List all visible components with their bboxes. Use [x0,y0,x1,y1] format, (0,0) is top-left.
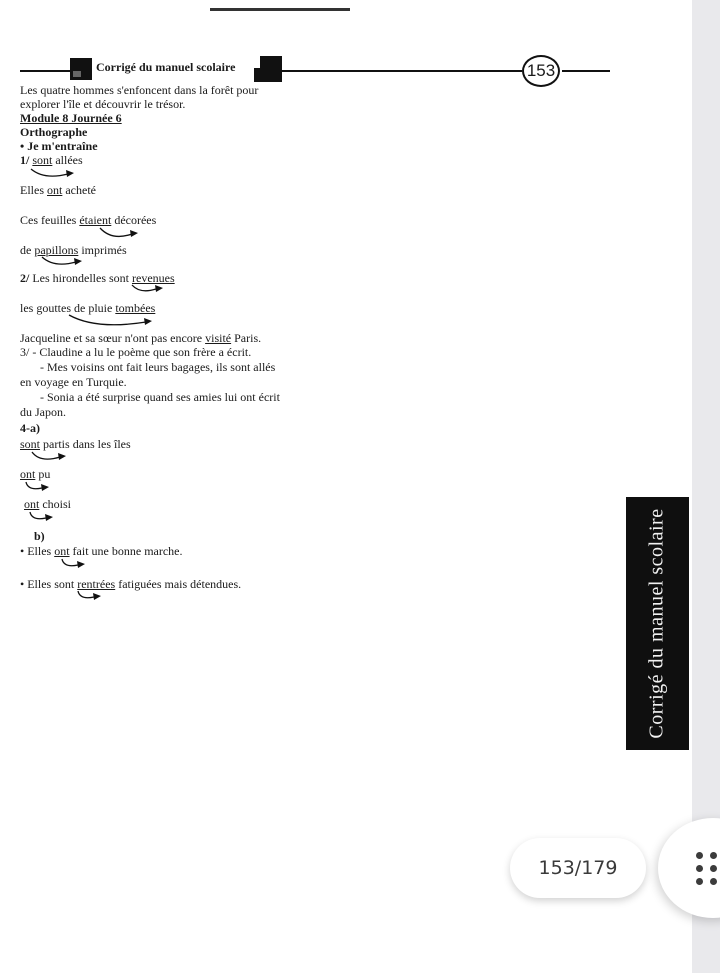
sentence-end: fatiguées mais détendues. [118,577,242,591]
header-rule-left [20,70,70,72]
exercise-4b-line-1 [20,545,183,558]
exercise-1-label: 1/ [20,153,30,167]
verb-auxiliary: ont [24,497,40,511]
exercise-4b-line-2 [20,578,241,591]
intro-line-1: Les quatre hommes s'enfoncent dans la forêt pour [20,83,259,97]
verb-auxiliary: sont [20,437,41,451]
agreement-arrow-icon [66,314,156,328]
exercise-1-line-1 [20,154,83,167]
agreement-arrow-icon [28,511,56,523]
exercise-1-line-2 [20,184,96,197]
sentence-start: les gouttes de pluie [20,301,113,315]
exercise-3-line-2: - Mes voisins ont fait leurs bagages, ils sont allés [40,360,276,374]
agreement-arrow-icon [40,256,86,268]
subsection-heading: • Je m'entraîne [20,139,98,153]
sentence-end: dans les îles [72,437,131,451]
participle: imprimés [81,243,127,257]
side-label-banner [626,497,689,750]
sentence-start: • Elles [20,577,52,591]
sentence-start: Les hirondelles [32,271,106,285]
page-counter[interactable]: 153/179 [510,838,646,898]
exercise-2-line-3 [20,332,261,345]
verb-auxiliary: sont [32,153,53,167]
sentence-start: Jacqueline et sa sœur n'ont pas encore [20,331,203,345]
participle: allées [55,153,83,167]
module-heading: Module 8 Journée 6 [20,111,122,125]
header-rule-right [562,70,610,72]
participle: visité [205,331,232,345]
side-label-text: Corrigé du manuel scolaire [646,508,668,739]
exercise-4-line-3 [24,498,71,511]
page-number-badge: 153 [522,55,560,87]
exercise-3-line-3: en voyage en Turquie. [20,375,127,389]
agreement-arrow-icon [30,451,70,463]
participle: tombées [115,301,156,315]
verb-auxiliary: ont [20,467,36,481]
agreement-arrow-icon [60,558,88,570]
header-mark-right [260,56,282,82]
dots-grid-icon [696,852,720,886]
participle: rentrées [77,577,116,591]
participle: partis [43,437,70,451]
participle: pu [38,467,51,481]
sentence-start: Ces feuilles [20,213,77,227]
exercise-3-line-1: 3/ - Claudine a lu le poème que son frère a écrit. [20,345,252,359]
exercise-3-line-4: - Sonia a été surprise quand ses amies lui ont écrit [40,390,280,404]
exercise-3-line-5: du Japon. [20,405,66,419]
exercise-1-line-3 [20,214,156,227]
participle: acheté [65,183,96,197]
agreement-arrow-icon [76,590,104,602]
sentence-end: une bonne marche. [91,544,183,558]
intro-line-2: explorer l'île et découvrir le trésor. [20,97,186,111]
agreement-arrow-icon [98,227,142,241]
previous-page-fragment [210,8,350,11]
header-mark-left [70,58,92,80]
participle: choisi [42,497,72,511]
verb-auxiliary: étaient [79,213,112,227]
exercise-4b-label: b) [34,529,45,543]
exercise-4-line-1 [20,438,131,451]
verb-auxiliary: ont [54,544,70,558]
sentence-start: Elles [20,183,44,197]
exercise-4-line-2 [20,468,50,481]
participle: revenues [132,271,175,285]
participle: décorées [114,213,157,227]
agreement-arrow-icon [130,284,166,294]
participle: fait [72,544,89,558]
agreement-arrow-icon [24,481,52,493]
noun: papillons [34,243,79,257]
exercise-4-label: 4-a) [20,421,40,435]
verb-auxiliary: sont [54,577,75,591]
header-rule-middle [282,70,522,72]
sentence-end: Paris. [234,331,262,345]
section-heading: Orthographe [20,125,88,139]
verb-auxiliary: sont [109,271,130,285]
agreement-arrow-icon [28,168,78,180]
sentence-start: • Elles [20,544,52,558]
header-title: Corrigé du manuel scolaire [96,60,236,74]
menu-button[interactable] [658,818,720,918]
exercise-2-label: 2/ [20,271,30,285]
verb-auxiliary: ont [47,183,63,197]
sentence-start: de [20,243,32,257]
